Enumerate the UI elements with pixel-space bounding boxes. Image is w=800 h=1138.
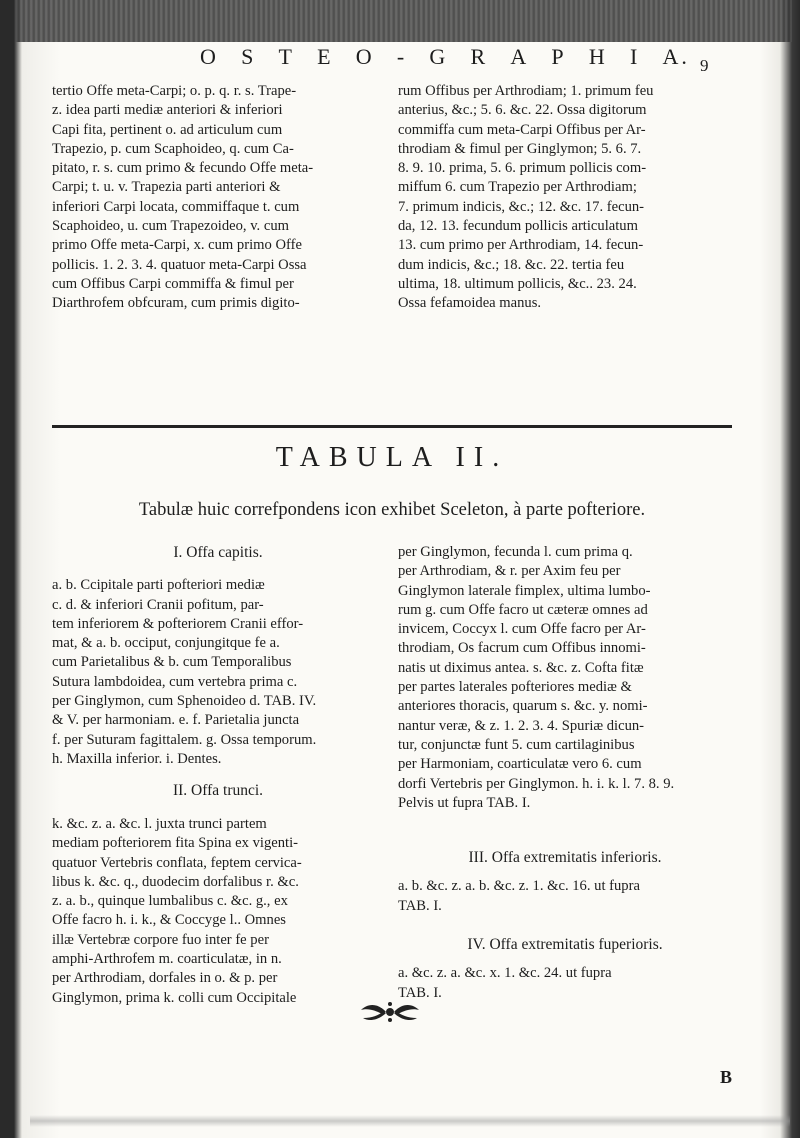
page-bottom-edge — [30, 1115, 790, 1127]
text-line: 7. primum indicis, &c.; 12. &c. 17. fecun- — [398, 198, 645, 215]
text-line: z. a. b., quinque lumbalibus c. &c. g., ex — [52, 893, 288, 910]
text-line: a. b. &c. z. a. b. &c. z. 1. &c. 16. ut fupra — [398, 878, 640, 895]
text-line: per Arthrodiam, dorfales in o. & p. per — [52, 970, 278, 987]
text-line: illæ Vertebræ corpore fuo inter fe per — [52, 931, 269, 948]
text-line: Trapezio, p. cum Scaphoideo, q. cum Ca- — [52, 140, 294, 157]
text-line: throdiam & fimul per Ginglymon; 5. 6. 7. — [398, 140, 642, 157]
tabula-title: TABULA II. — [275, 442, 509, 473]
text-line: f. per Suturam fagittalem. g. Ossa temporum. — [52, 731, 317, 748]
text-line: miffum 6. cum Trapezio per Arthrodiam; — [398, 179, 637, 196]
text-line: 8. 9. 10. prima, 5. 6. primum pollicis com- — [398, 160, 647, 177]
text-line: per Ginglymon, cum Sphenoideo d. TAB. IV. — [52, 693, 317, 710]
text-line: a. b. Ccipitale parti pofteriori mediæ — [52, 577, 265, 594]
text-line: TAB. I. — [398, 984, 442, 1001]
running-head — [200, 44, 690, 70]
text-line: Offe facro h. i. k., & Coccyge l.. Omnes — [52, 912, 286, 929]
fleuron-ornament-icon — [355, 1000, 425, 1024]
running-head-letter: O — [200, 44, 219, 69]
text-line: 13. cum primo per Arthrodiam, 14. fecun- — [398, 237, 644, 254]
page-top-edge — [14, 0, 792, 42]
text-line: invicem, Coccyx l. cum Offe facro per Ar- — [398, 621, 646, 638]
text-line: h. Maxilla inferior. i. Dentes. — [52, 750, 222, 767]
text-line: anterius, &c.; 5. 6. &c. 22. Ossa digitorum — [398, 102, 647, 119]
text-line: tertio Offe meta-Carpi; o. p. q. r. s. Trape- — [52, 83, 297, 99]
top-right-column — [398, 82, 732, 314]
text-line: cum Parietalibus & b. cum Temporalibus — [52, 654, 292, 671]
text-line: c. d. & inferiori Cranii pofitum, par- — [52, 596, 264, 613]
text-line: dorfi Vertebris per Ginglymon. h. i. k. l. 7. 8. 9. — [398, 775, 675, 792]
text-line: z. idea parti mediæ anteriori & inferiori — [52, 102, 283, 119]
text-line: pitato, r. s. cum primo & fecundo Offe meta- — [52, 160, 314, 177]
text-line: libus k. &c. q., duodecim dorfalibus r. &c. — [52, 873, 299, 890]
running-head-letter: T — [278, 44, 295, 69]
text-line: natis ut diximus antea. s. &c. z. Cofta fitæ — [398, 659, 644, 676]
text-line: Ginglymon laterale fimplex, ultima lumbo- — [398, 582, 651, 599]
section-extremitatis-inferioris — [398, 848, 732, 916]
running-head-letter: H — [588, 44, 608, 69]
section-capitis — [52, 543, 384, 801]
text-line: throdiam, Os facrum cum Offibus innomi- — [398, 640, 646, 657]
running-head-letter: E — [317, 44, 334, 69]
running-head-letter: O — [355, 44, 375, 69]
section-divider — [52, 425, 732, 428]
text-line: inferiori Carpi locata, commiffaque t. cum — [52, 198, 300, 215]
running-head-letter: A. — [662, 44, 690, 69]
text-line: Ossa fefamoidea manus. — [398, 295, 542, 312]
running-head-letter: G — [429, 44, 449, 69]
text-line: da, 12. 13. fecundum pollicis articulatum — [398, 218, 638, 235]
text-line: per Harmoniam, coarticulatæ vero 6. cum — [398, 756, 642, 773]
text-line: cum Offibus Carpi commiffa & fimul per — [52, 275, 294, 292]
text-line: Carpi; t. u. v. Trapezia parti anteriori & — [52, 179, 281, 196]
text-line: quatuor Vertebris conflata, feptem cervica- — [52, 854, 302, 871]
text-line: commiffa cum meta-Carpi Offibus per Ar- — [398, 121, 646, 138]
text-line: rum Offibus per Arthrodiam; 1. primum feu — [398, 83, 654, 99]
text-line: anteriores thoracis, quarum s. &c. y. nomi- — [398, 698, 648, 715]
text-line: & V. per harmoniam. e. f. Parietalia juncta — [52, 712, 300, 729]
text-line: TAB. I. — [398, 897, 442, 914]
text-line: Ginglymon, prima k. colli cum Occipitale — [52, 989, 297, 1006]
text-line: tem inferiorem & pofteriorem Cranii effor- — [52, 615, 304, 632]
text-line: per Arthrodiam, & r. per Axim feu per — [398, 563, 621, 580]
top-left-column — [52, 82, 384, 314]
running-head-letter: S — [241, 44, 257, 69]
running-head-letter: A — [510, 44, 530, 69]
text-line: Pelvis ut fupra TAB. I. — [398, 794, 531, 811]
text-line: per partes laterales pofteriores mediæ & — [398, 679, 632, 696]
text-line: amphi-Arthrofem m. coarticulatæ, in n. — [52, 951, 282, 968]
text-line: k. &c. z. a. &c. l. juxta trunci partem — [52, 816, 267, 832]
running-head-letter: R — [470, 44, 489, 69]
right-block — [398, 543, 732, 813]
text-line: Capi fita, pertinent o. ad articulum cum — [52, 121, 283, 138]
text-line: per Ginglymon, fecunda l. cum prima q. — [398, 544, 633, 560]
text-line: tur, conjunctæ funt 5. cum cartilaginibus — [398, 736, 635, 753]
running-head-letter: - — [396, 44, 408, 69]
text-line: rum g. cum Offe facro ut cæteræ omnes ad — [398, 601, 648, 618]
text-line: Diarthrofem obfcuram, cum primis digito- — [52, 295, 300, 312]
section-heading: II. Offa trunci. — [172, 782, 264, 800]
text-line: pollicis. 1. 2. 3. 4. quatuor meta-Carpi Ossa — [52, 256, 307, 273]
page-number: 9 — [700, 56, 709, 75]
tabula-caption: Tabulæ huic correfpondens icon exhibet Sceleton, à parte pofteriore. — [138, 500, 646, 520]
section-heading: IV. Offa extremitatis fuperioris. — [467, 936, 663, 953]
text-line: nantur veræ, & z. 1. 2. 3. 4. Spuriæ dicun- — [398, 717, 645, 734]
section-trunci — [52, 815, 384, 1008]
running-head-letter: P — [551, 44, 567, 69]
text-line: a. &c. z. a. &c. x. 1. &c. 24. ut fupra — [398, 965, 612, 982]
signature-mark: B — [720, 1067, 733, 1087]
section-extremitatis-superioris — [398, 935, 732, 1003]
text-line: mat, & a. b. occiput, conjungitque fe a. — [52, 635, 280, 652]
text-line: dum indicis, &c.; 18. &c. 22. tertia feu — [398, 256, 625, 273]
text-line: Sutura lambdoidea, cum vertebra prima c. — [52, 673, 298, 690]
text-line: Scaphoideo, u. cum Trapezoideo, v. cum — [52, 218, 289, 235]
text-line: mediam pofteriorem fita Spina ex vigenti- — [52, 835, 298, 852]
text-line: ultima, 18. ultimum pollicis, &c.. 23. 24. — [398, 275, 637, 292]
running-head-letter: I — [629, 44, 641, 69]
section-heading: I. Offa capitis. — [173, 544, 263, 561]
section-heading: III. Offa extremitatis inferioris. — [468, 849, 662, 866]
text-line: primo Offe meta-Carpi, x. cum primo Offe — [52, 237, 302, 254]
